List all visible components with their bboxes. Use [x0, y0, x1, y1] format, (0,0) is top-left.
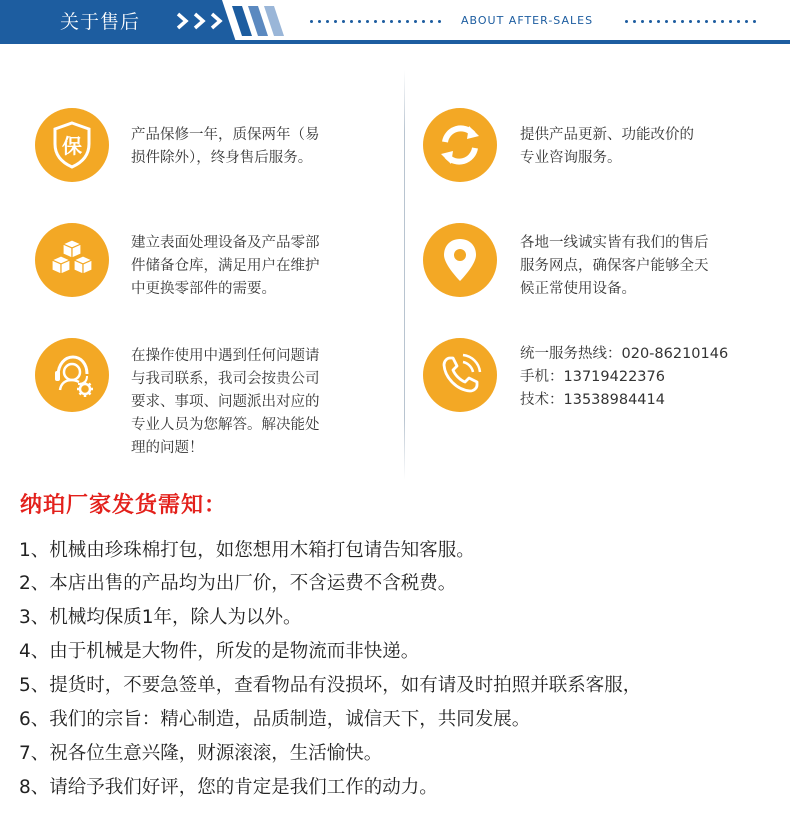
divider-dot: [729, 20, 732, 23]
notice-item: 7、祝各位生意兴隆，财源滚滚，生活愉快。: [19, 743, 383, 764]
divider-dot: [390, 20, 393, 23]
divider-dot: [753, 20, 756, 23]
notice-item: 6、我们的宗旨：精心制造，品质制造，诚信天下，共同发展。: [19, 709, 531, 730]
divider-dot: [641, 20, 644, 23]
dotted-divider-right: [625, 16, 756, 26]
divider-dot: [414, 20, 417, 23]
divider-dot: [665, 20, 668, 23]
notice-title: 纳珀厂家发货需知：: [20, 493, 228, 518]
notice-item: 3、机械均保质1年，除人为以外。: [19, 607, 302, 628]
divider-dot: [342, 20, 345, 23]
service-text-warranty: 产品保修一年，质保两年（易 损件除外），终身售后服务。: [131, 127, 320, 166]
divider-dot: [673, 20, 676, 23]
divider-dot: [358, 20, 361, 23]
divider-dot: [374, 20, 377, 23]
header-title: 关于售后: [60, 11, 141, 33]
headset-gear-icon: [35, 338, 109, 412]
divider-dot: [398, 20, 401, 23]
boxes-icon: [35, 223, 109, 297]
service-text-parts-warehouse: 建立表面处理设备及产品零部 件储备仓库，满足用户在维护 中更换零部件的需要。: [131, 235, 320, 297]
section-header: [0, 0, 790, 44]
service-text-consulting: 提供产品更新、功能改价的 专业咨询服务。: [520, 127, 694, 166]
divider-dot: [721, 20, 724, 23]
divider-dot: [681, 20, 684, 23]
divider-dot: [649, 20, 652, 23]
divider-dot: [318, 20, 321, 23]
dotted-divider-left: [310, 16, 441, 26]
divider-dot: [689, 20, 692, 23]
divider-dot: [633, 20, 636, 23]
divider-dot: [697, 20, 700, 23]
divider-dot: [406, 20, 409, 23]
divider-dot: [737, 20, 740, 23]
location-pin-icon: [423, 223, 497, 297]
service-text-hotline: 统一服务热线：020-86210146 手机：13719422376 技术：13538984414: [520, 346, 729, 408]
refresh-icon: [423, 108, 497, 182]
divider-dot: [366, 20, 369, 23]
notice-item: 4、由于机械是大物件，所发的是物流而非快递。: [19, 641, 420, 662]
divider-dot: [310, 20, 313, 23]
notice-item: 5、提货时，不要急签单，查看物品有没损坏，如有请及时拍照并联系客服，: [19, 675, 642, 696]
notice-item: 8、请给予我们好评，您的肯定是我们工作的动力。: [19, 777, 438, 798]
service-text-support: 在操作使用中遇到任何问题请 与我司联系，我司会按贵公司 要求、事项、问题派出对应的 专业人员为您解答。解决能处 理的问题！: [131, 348, 320, 456]
header-subtitle-en: ABOUT AFTER-SALES: [461, 14, 594, 27]
notice-item: 1、机械由珍珠棉打包，如您想用木箱打包请告知客服。: [19, 540, 475, 561]
triple-chevron-icon: [176, 11, 230, 31]
divider-dot: [334, 20, 337, 23]
divider-dot: [657, 20, 660, 23]
divider-dot: [430, 20, 433, 23]
divider-dot: [350, 20, 353, 23]
divider-dot: [438, 20, 441, 23]
shield-bao-icon: [35, 108, 109, 182]
column-divider: [404, 70, 405, 480]
decorative-stripes: [224, 6, 296, 36]
service-text-service-network: 各地一线诚实皆有我们的售后 服务网点，确保客户能够全天 候正常使用设备。: [520, 235, 709, 297]
notice-item: 2、本店出售的产品均为出厂价，不含运费不含税费。: [19, 573, 457, 594]
divider-dot: [745, 20, 748, 23]
divider-dot: [382, 20, 385, 23]
divider-dot: [625, 20, 628, 23]
divider-dot: [705, 20, 708, 23]
divider-dot: [326, 20, 329, 23]
divider-dot: [713, 20, 716, 23]
shield-glyph: 保: [62, 134, 82, 158]
phone-icon: [423, 338, 497, 412]
divider-dot: [422, 20, 425, 23]
